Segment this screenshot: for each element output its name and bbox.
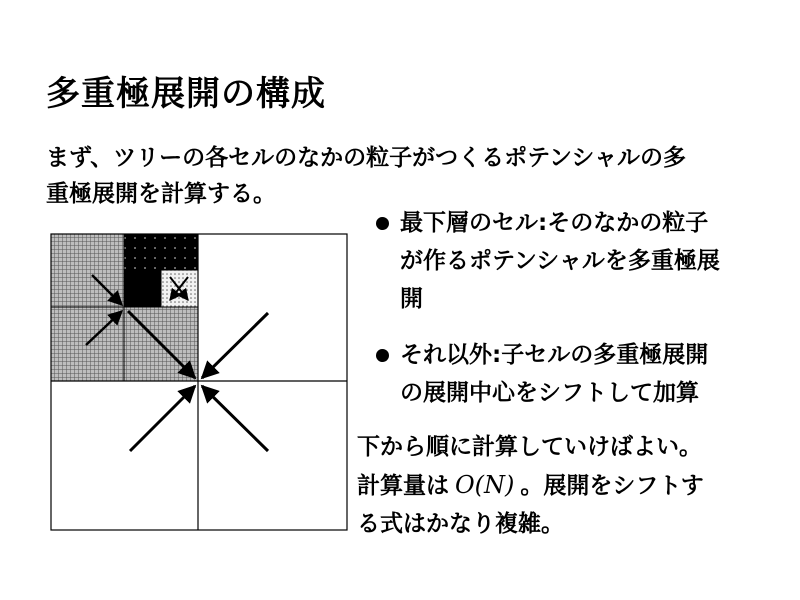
- bullet-line: それ以外:子セルの多重極展開: [400, 342, 709, 368]
- conclusion-fragment: 計算量は: [357, 473, 449, 499]
- bullet-item: [372, 204, 792, 318]
- bullet-line: が作るポテンシャルを多重極展: [400, 248, 720, 274]
- bullet-line: 最下層のセル:そのなかの粒子: [400, 210, 709, 236]
- complexity-formula: O(N): [455, 471, 515, 499]
- intro-text: [46, 140, 766, 212]
- quadtree-diagram: [50, 233, 348, 532]
- conclusion-text: [357, 428, 787, 543]
- intro-line: 重極展開を計算する。: [46, 181, 276, 207]
- bullet-dot-icon: [376, 349, 389, 362]
- conclusion-line: 下から順に計算していけばよい。: [357, 434, 702, 460]
- intro-line: まず、ツリーの各セルのなかの粒子がつくるポテンシャルの多: [46, 145, 686, 171]
- conclusion-fragment: 。展開をシフトす: [520, 473, 704, 499]
- bullet-dot-icon: [376, 217, 389, 230]
- child-cell-dark: [124, 270, 161, 307]
- slide-title: 多重極展開の構成: [46, 74, 326, 114]
- bullet-line: の展開中心をシフトして加算: [400, 380, 699, 406]
- shift-arrow: [130, 386, 195, 451]
- bullet-item: [372, 336, 792, 412]
- conclusion-line: [357, 466, 787, 505]
- bullet-list: [372, 204, 792, 430]
- conclusion-line: る式はかなり複雑。: [357, 511, 564, 537]
- bullet-line: 開: [400, 286, 423, 312]
- shift-arrow: [202, 386, 268, 451]
- shift-arrow: [202, 313, 268, 378]
